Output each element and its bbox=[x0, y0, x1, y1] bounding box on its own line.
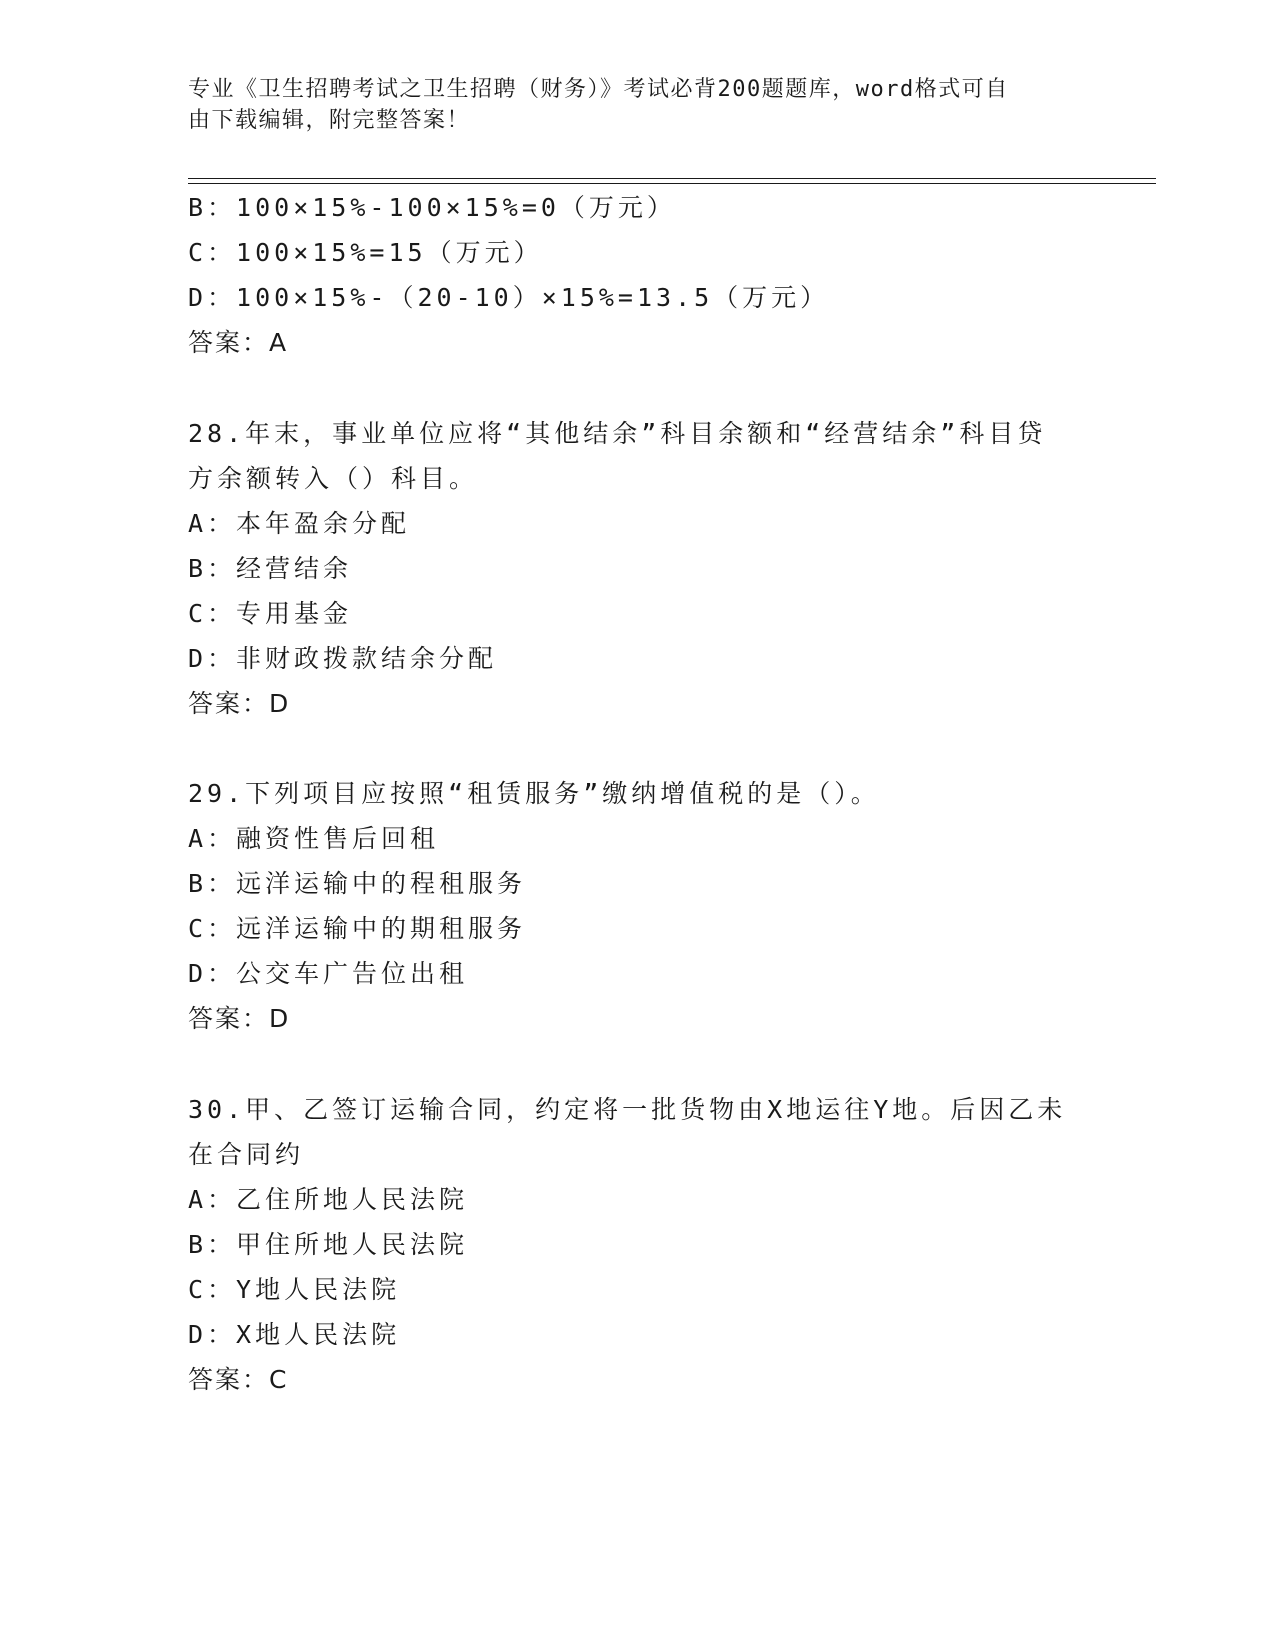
option-b: B：远洋运输中的程租服务 bbox=[188, 869, 527, 898]
option-c: C：远洋运输中的期租服务 bbox=[188, 914, 527, 943]
option-a: A：乙住所地人民法院 bbox=[188, 1185, 469, 1214]
header-divider-bottom bbox=[188, 183, 1156, 184]
option-a: A：融资性售后回租 bbox=[188, 824, 440, 853]
option-d: D：非财政拨款结余分配 bbox=[188, 644, 498, 673]
question-stem: 28.年末，事业单位应将“其他结余”科目余额和“经营结余”科目贷 bbox=[188, 419, 1047, 448]
option-c: C：100×15%=15（万元） bbox=[188, 238, 543, 267]
option-a: A：本年盈余分配 bbox=[188, 509, 411, 538]
document-header bbox=[188, 74, 1068, 136]
option-b: B：经营结余 bbox=[188, 554, 353, 583]
question-stem: 30.甲、乙签订运输合同，约定将一批货物由X地运往Y地。后因乙未 bbox=[188, 1095, 1067, 1124]
answer: 答案：C bbox=[188, 1365, 289, 1394]
option-d: D：公交车广告位出租 bbox=[188, 959, 469, 988]
header-divider-top bbox=[188, 178, 1156, 179]
answer: 答案：D bbox=[188, 1004, 291, 1033]
question-stem-continued: 方余额转入（）科目。 bbox=[188, 464, 479, 493]
header-line-2: 由下载编辑，附完整答案！ bbox=[188, 108, 471, 133]
option-b: B：甲住所地人民法院 bbox=[188, 1230, 469, 1259]
option-c: C：专用基金 bbox=[188, 599, 353, 628]
option-b: B：100×15%-100×15%=0（万元） bbox=[188, 193, 676, 222]
answer: 答案：D bbox=[188, 689, 291, 718]
option-d: D：100×15%-（20-10）×15%=13.5（万元） bbox=[188, 283, 830, 312]
header-line-1: 专业《卫生招聘考试之卫生招聘（财务）》考试必背200题题库，word格式可自 bbox=[188, 77, 1009, 102]
answer: 答案：A bbox=[188, 328, 289, 357]
option-c: C：Y地人民法院 bbox=[188, 1275, 401, 1304]
question-stem-continued: 在合同约 bbox=[188, 1140, 305, 1169]
option-d: D：X地人民法院 bbox=[188, 1320, 401, 1349]
question-stem: 29.下列项目应按照“租赁服务”缴纳增值税的是（）。 bbox=[188, 779, 880, 808]
